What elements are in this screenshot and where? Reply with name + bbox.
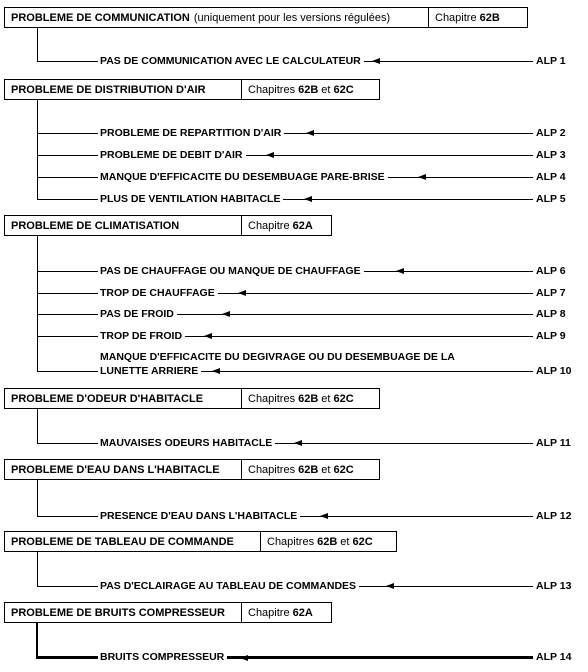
connector-vertical xyxy=(37,100,38,199)
alp-reference: ALP 2 xyxy=(536,127,566,139)
alp-reference: ALP 12 xyxy=(536,510,572,522)
section-communication xyxy=(4,7,528,28)
chapter-number: 62B xyxy=(298,83,319,96)
chapter-ref xyxy=(242,216,322,235)
section-title xyxy=(5,389,242,408)
alp-reference: ALP 14 xyxy=(536,651,572,663)
diagnostic-item: PAS DE COMMUNICATION AVEC LE CALCULATEUR xyxy=(98,55,364,68)
chapter-joiner: et xyxy=(321,83,331,96)
section-title-note: (uniquement pour les versions régulées) xyxy=(193,11,391,24)
connector-vertical xyxy=(37,552,38,586)
chapter-joiner: et xyxy=(340,535,350,548)
section-title-text: PROBLEME DE CLIMATISATION xyxy=(11,219,180,232)
section-title-text: PROBLEME DE TABLEAU DE COMMANDE xyxy=(11,535,234,548)
diagnostic-item: MAUVAISES ODEURS HABITACLE xyxy=(98,437,275,450)
chapter-prefix: Chapitre xyxy=(248,606,290,619)
chapter-joiner: et xyxy=(321,392,331,405)
diagnostic-item: PAS D'ECLAIRAGE AU TABLEAU DE COMMANDES xyxy=(98,580,359,593)
section-title xyxy=(5,80,242,99)
section-title-text: PROBLEME DE COMMUNICATION xyxy=(11,11,190,24)
arrow-left-icon xyxy=(396,268,404,274)
section-title xyxy=(5,532,261,551)
diagnostic-item: MANQUE D'EFFICACITE DU DEGIVRAGE OU DU DESEMBUAGE DE LA xyxy=(98,351,458,364)
arrow-left-icon xyxy=(266,152,274,158)
connector-vertical xyxy=(37,28,38,61)
alp-reference: ALP 4 xyxy=(536,171,566,183)
chapter-number: 62A xyxy=(292,606,313,619)
arrow-left-icon xyxy=(204,333,212,339)
connector-vertical xyxy=(37,236,38,371)
section-title xyxy=(5,8,429,27)
alp-reference: ALP 7 xyxy=(536,287,566,299)
chapter-number: 62A xyxy=(292,219,313,232)
chapter-ref xyxy=(261,532,382,551)
arrow-left-icon xyxy=(418,174,426,180)
section-title-text: PROBLEME DE BRUITS COMPRESSEUR xyxy=(11,606,225,619)
section-cabin-odour xyxy=(4,388,380,409)
chapter-ref xyxy=(242,389,363,408)
alp-reference: ALP 3 xyxy=(536,149,566,161)
arrow-left-icon xyxy=(294,440,302,446)
chapter-ref xyxy=(242,460,363,479)
chapter-prefix: Chapitres xyxy=(248,83,296,96)
section-title-text: PROBLEME D'ODEUR D'HABITACLE xyxy=(11,392,204,405)
chapter-prefix: Chapitres xyxy=(248,392,296,405)
alp-reference: ALP 5 xyxy=(536,193,566,205)
chapter-prefix: Chapitre xyxy=(248,219,290,232)
diagnostic-item: PROBLEME DE REPARTITION D'AIR xyxy=(98,127,284,140)
alp-reference: ALP 8 xyxy=(536,308,566,320)
chapter-number: 62C xyxy=(333,392,354,405)
section-water-in-cabin xyxy=(4,459,380,480)
connector-vertical xyxy=(37,409,38,443)
chapter-number: 62B xyxy=(298,463,319,476)
chapter-number: 62C xyxy=(352,535,373,548)
diagnostic-item: PRESENCE D'EAU DANS L'HABITACLE xyxy=(98,510,300,523)
alp-reference: ALP 13 xyxy=(536,580,572,592)
chapter-joiner: et xyxy=(321,463,331,476)
diagnostic-item-continued: LUNETTE ARRIERE xyxy=(98,365,201,378)
alp-reference: ALP 6 xyxy=(536,265,566,277)
section-title xyxy=(5,216,242,235)
chapter-number: 62C xyxy=(333,83,354,96)
diagnostic-item: TROP DE CHAUFFAGE xyxy=(98,287,218,300)
section-air-conditioning xyxy=(4,215,332,236)
section-air-distribution xyxy=(4,79,380,100)
diagnostic-item: PLUS DE VENTILATION HABITACLE xyxy=(98,193,283,206)
arrow-left-icon xyxy=(238,290,246,296)
diagnostic-item: PAS DE FROID xyxy=(98,308,177,321)
arrow-left-icon xyxy=(372,58,380,64)
alp-reference: ALP 9 xyxy=(536,330,566,342)
connector-vertical xyxy=(37,480,38,516)
diagnostic-item: PROBLEME DE DEBIT D'AIR xyxy=(98,149,246,162)
alp-reference: ALP 1 xyxy=(536,55,566,67)
arrow-left-icon xyxy=(320,513,328,519)
diagnostic-item: PAS DE CHAUFFAGE OU MANQUE DE CHAUFFAGE xyxy=(98,265,364,278)
diagnostic-item: MANQUE D'EFFICACITE DU DESEMBUAGE PARE-BRISE xyxy=(98,171,388,184)
diagnostic-item: BRUITS COMPRESSEUR xyxy=(98,651,227,664)
arrow-left-icon xyxy=(212,368,220,374)
chapter-prefix: Chapitre xyxy=(435,11,477,24)
connector-vertical xyxy=(36,623,38,659)
chapter-number: 62C xyxy=(333,463,354,476)
arrow-left-icon xyxy=(386,583,394,589)
chapter-prefix: Chapitres xyxy=(267,535,315,548)
alp-reference: ALP 11 xyxy=(536,437,571,449)
chapter-number: 62B xyxy=(298,392,319,405)
chapter-number: 62B xyxy=(317,535,338,548)
alp-reference: ALP 10 xyxy=(536,365,572,377)
arrow-left-icon xyxy=(304,196,312,202)
arrow-left-icon xyxy=(240,655,248,661)
chapter-ref xyxy=(242,80,363,99)
section-compressor-noise xyxy=(4,602,332,623)
section-title xyxy=(5,603,242,622)
section-title-text: PROBLEME DE DISTRIBUTION D'AIR xyxy=(11,83,206,96)
chapter-ref xyxy=(429,8,509,27)
diagnostic-item: TROP DE FROID xyxy=(98,330,185,343)
chapter-ref xyxy=(242,603,322,622)
section-control-panel xyxy=(4,531,397,552)
chapter-number: 62B xyxy=(479,11,500,24)
section-title-text: PROBLEME D'EAU DANS L'HABITACLE xyxy=(11,463,220,476)
arrow-left-icon xyxy=(222,311,230,317)
chapter-prefix: Chapitres xyxy=(248,463,296,476)
section-title xyxy=(5,460,242,479)
arrow-left-icon xyxy=(306,130,314,136)
